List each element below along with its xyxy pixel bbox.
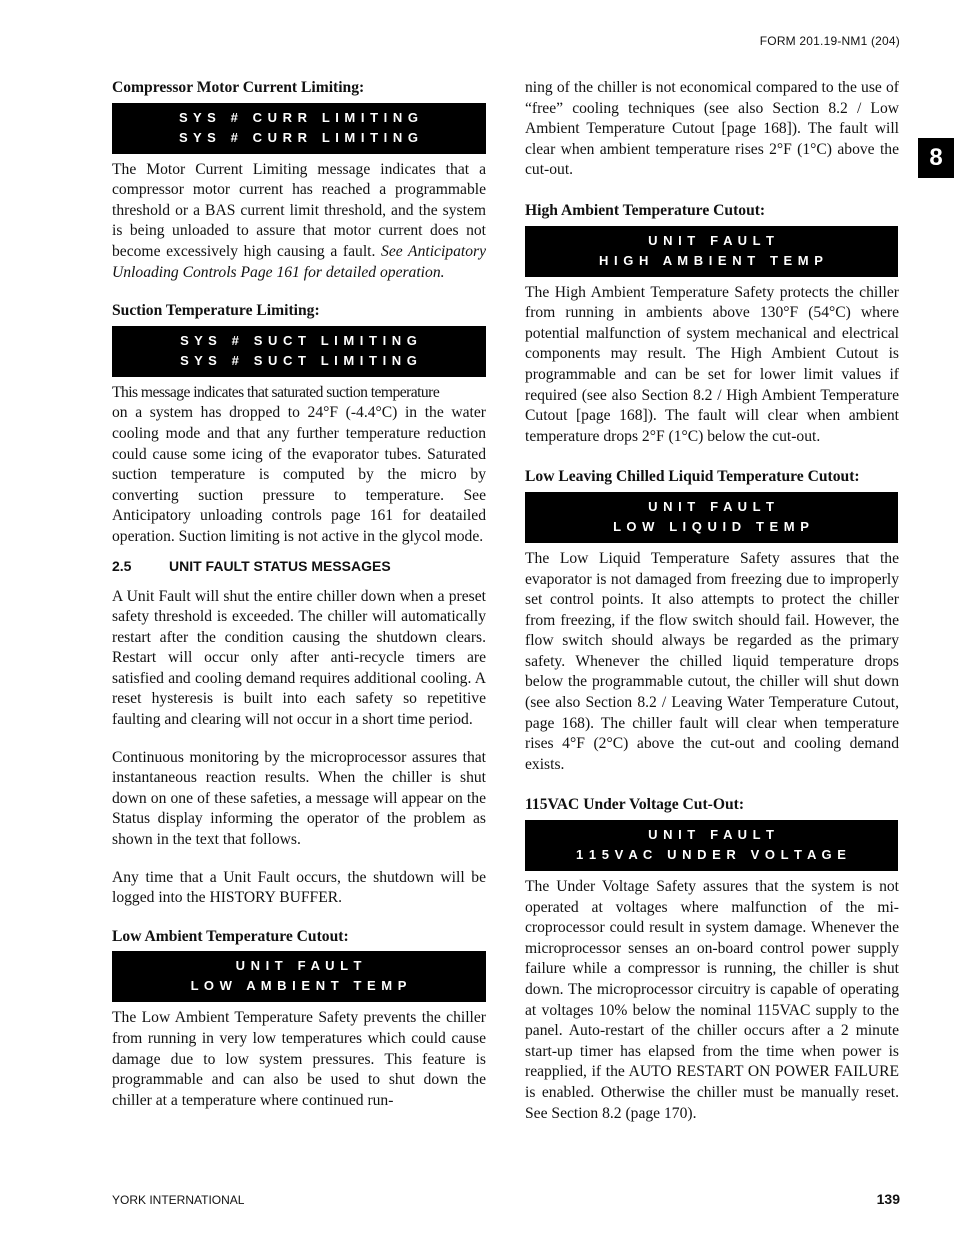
unit-fault-para-1: A Unit Fault will shut the entire chiller down when a preset safety threshold is exceeded. The chiller will automatically restart after the condition causing the shutdown clears. Restart will occur only after anti-recycle timers are satisfied and cooling demand requires additional cooling. A reset hysteresis is built into each safety so repetitive faulting and clearing will not occur in a short time period. bbox=[112, 587, 486, 729]
suct-limit-display bbox=[112, 326, 486, 377]
high-ambient-heading: High Ambient Temperature Cutout: bbox=[525, 201, 766, 219]
display-line: U N I T F A U L T bbox=[235, 958, 363, 974]
left-column bbox=[112, 78, 486, 1111]
section-heading bbox=[112, 556, 486, 576]
low-liquid-display bbox=[525, 492, 898, 543]
unit-fault-para-3: Any time that a Unit Fault occurs, the shutdown will be logged into the HISTORY BUFFER. bbox=[112, 868, 486, 907]
form-id: FORM 201.19-NM1 (204) bbox=[759, 34, 900, 48]
display-line: U N I T F A U L T bbox=[648, 232, 775, 248]
display-line: S Y S # C U R R L I M I T I N G bbox=[179, 109, 419, 125]
curr-limit-heading: Compressor Motor Current Limiting: bbox=[112, 79, 365, 96]
right-column bbox=[525, 78, 899, 1124]
high-ambient-display bbox=[525, 226, 898, 277]
low-ambient-text: The Low Ambient Temperature Safety prevents the chiller from running in very low temperatures which could cause damage due to low system pressures. This feature is programmable and can also be used to shut down the chiller at a temperature where continued run- bbox=[112, 1009, 486, 1109]
display-line: U N I T F A U L T bbox=[648, 827, 775, 843]
section-title: UNIT FAULT STATUS MESSAGES bbox=[169, 557, 391, 574]
display-line: H I G H A M B I E N T T E M P bbox=[599, 252, 824, 268]
high-ambient-text: The High Ambient Temperature Safety protects the chiller from running in ambients above 130°F (54°C) where potential malfunction of system mechanical and electrical components may result. The High Ambient Cutout is programmable and can be set for lower limit values if required (see also Section 8.2 / High Ambient Temperature Cutout [page 168]). The fault will clear when ambient temperature drops 2°F (1°C) below the cut-out. bbox=[525, 283, 899, 445]
page-number: 139 bbox=[876, 1191, 900, 1207]
suct-limit-text: on a system has dropped to 24°F (-4.4°C) in the water cooling mode and that any further temperature reduction could cause some icing of the evaporator tubes. Saturated suction temperature is computed by the micro by converting suction pressure to temperature. See Anticipatory unloading controls page 161 for deatailed operation. Suction limiting is not active in the glycol mode. bbox=[112, 404, 486, 545]
low-ambient-display bbox=[112, 951, 486, 1002]
low-liquid-text: The Low Liquid Temperature Safety assures that the evaporator is not damaged from freezing due to improperly set control points. It also attempts to protect the chiller from freezing, if the flow switch should fail. However, the flow switch should always be regarded as the primary safety. Whenever the chilled liquid temperature drops below the programmable cutout, the chiller will shut down (see also Section 8.2 / Leaving Water Temperature Cutout, page 168). The chiller fault will clear when temperature rises 4°F (2°C) above the cut-out and cooling demand exists. bbox=[525, 549, 899, 773]
display-line: S Y S # S U C T L I M I T I N G bbox=[180, 352, 418, 368]
section-number: 2.5 bbox=[112, 557, 132, 574]
suct-limit-heading: Suction Temperature Limiting: bbox=[112, 302, 320, 320]
under-voltage-text: The Under Voltage Safety assures that the system is not operated at voltages where malfunction of the microprocessor could result in system damage. Whenever the microprocessor senses an on-board control power supply failure while a compressor is running, the chiller is shut down. The microprocessor circuitry is capable of operating at voltages 10% below the nominal 115VAC supply to the panel. Auto-restart of the chiller occurs after a 2 minute start-up timer has elapsed from the time when power is reapplied, if the AUTO RESTART ON POWER FAILURE is enabled. Otherwise the chiller must be manually reset. See Section 8.2 (page 170). bbox=[525, 878, 899, 1122]
suct-limit-text-first-line: This message indicates that saturated suction temperature bbox=[112, 383, 440, 401]
low-ambient-heading: Low Ambient Temperature Cutout: bbox=[112, 927, 349, 945]
low-liquid-heading: Low Leaving Chilled Liquid Temperature Cutout: bbox=[525, 468, 860, 486]
display-line: 1 1 5 V A C U N D E R V O L T A G E bbox=[576, 847, 847, 863]
footer-company: YORK INTERNATIONAL bbox=[112, 1193, 245, 1207]
curr-limit-display bbox=[112, 103, 486, 154]
display-line: S Y S # S U C T L I M I T I N G bbox=[180, 332, 418, 348]
section-tab: 8 bbox=[918, 138, 954, 178]
display-line: L O W A M B I E N T T E M P bbox=[190, 978, 408, 994]
unit-fault-para-2: Continuous monitoring by the microprocessor assures that instantaneous reaction results. When the chiller is shut down on one of these safeties, a message will appear on the Status display informing the operator of the problem as shown in the text that follows. bbox=[112, 748, 486, 849]
low-ambient-text-continued: ning of the chiller is not economical compared to the use of “free” cooling techniques (see also Section 8.2 / Low Ambient Temperature Cutout [page 168]). The fault will clear when ambient temperature rises 2°F (1°C) above the cut-out. bbox=[525, 79, 899, 179]
display-line: S Y S # C U R R L I M I T I N G bbox=[179, 129, 419, 145]
display-line: L O W L I Q U I D T E M P bbox=[613, 518, 810, 534]
under-voltage-heading: 115VAC Under Voltage Cut-Out: bbox=[525, 796, 745, 814]
under-voltage-display bbox=[525, 820, 898, 871]
curr-limit-text: The Motor Current Limiting message indicates that a compressor motor current has reached a programmable threshold or a BAS current limit threshold, and the system is being unloaded to assure that motor current does not become excessively high causing a fault. See Anticipatory Unloading Controls Page 161 for detailed operation. bbox=[112, 160, 487, 281]
display-line: U N I T F A U L T bbox=[648, 498, 775, 514]
